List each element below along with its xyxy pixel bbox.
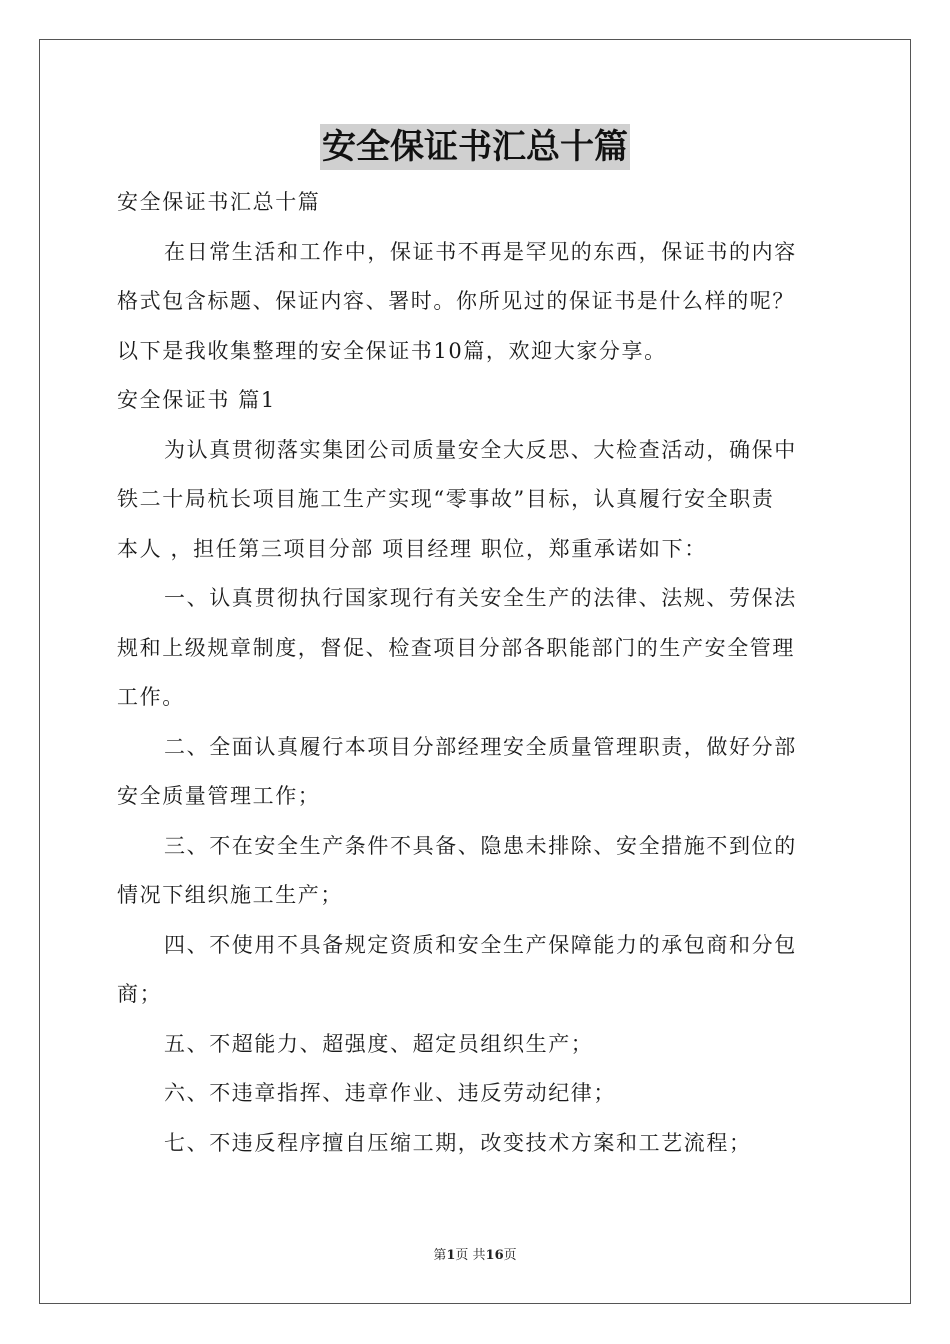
footer-prefix: 第 (433, 1248, 447, 1263)
footer-middle: 页 共 (455, 1248, 486, 1263)
text-line: 三、不在安全生产条件不具备、隐患未排除、安全措施不到位的 (164, 833, 797, 858)
footer-total-pages: 16 (485, 1248, 504, 1263)
text-line: 四、不使用不具备规定资质和安全生产保障能力的承包商和分包 (164, 932, 797, 957)
text-line: 工作。 (117, 685, 185, 709)
text-line: 格式包含标题、保证内容、署时。你所见过的保证书是什么样的呢？ (117, 289, 795, 313)
text-line: 本人 ，担任第三项目分部 项目经理 职位，郑重承诺如下： (117, 536, 707, 561)
title-wrap (0, 124, 950, 170)
text-line: 一、认真贯彻执行国家现行有关安全生产的法律、法规、劳保法 (164, 586, 797, 610)
text-line: 二、全面认真履行本项目分部经理安全质量管理职责，做好分部 (164, 734, 797, 759)
document-body (117, 178, 835, 1168)
text-line: 铁二十局杭长项目施工生产实现“零事故”目标，认真履行安全职责 (117, 487, 775, 511)
page-footer (0, 1244, 950, 1263)
text-line: 商； (117, 982, 163, 1006)
text-line: 在日常生活和工作中，保证书不再是罕见的东西，保证书的内容 (164, 239, 797, 264)
text-line: 为认真贯彻落实集团公司质量安全大反思、大检查活动，确保中 (164, 437, 797, 462)
text-line: 安全质量管理工作； (117, 784, 321, 808)
text-line: 规和上级规章制度，督促、检查项目分部各职能部门的生产安全管理 (117, 635, 795, 660)
text-line: 七、不违反程序擅自压缩工期，改变技术方案和工艺流程； (164, 1130, 752, 1155)
text-line: 安全保证书汇总十篇 (117, 190, 321, 214)
document-title: 安全保证书汇总十篇 (320, 124, 630, 170)
text-line: 安全保证书 篇1 (117, 388, 276, 412)
text-line: 以下是我收集整理的安全保证书10篇，欢迎大家分享。 (117, 338, 667, 363)
text-line: 六、不违章指挥、违章作业、违反劳动纪律； (164, 1081, 616, 1105)
text-line: 五、不超能力、超强度、超定员组织生产； (164, 1031, 594, 1056)
footer-suffix: 页 (503, 1248, 517, 1263)
text-line: 情况下组织施工生产； (117, 883, 343, 907)
footer-page-number: 1 (446, 1248, 456, 1263)
